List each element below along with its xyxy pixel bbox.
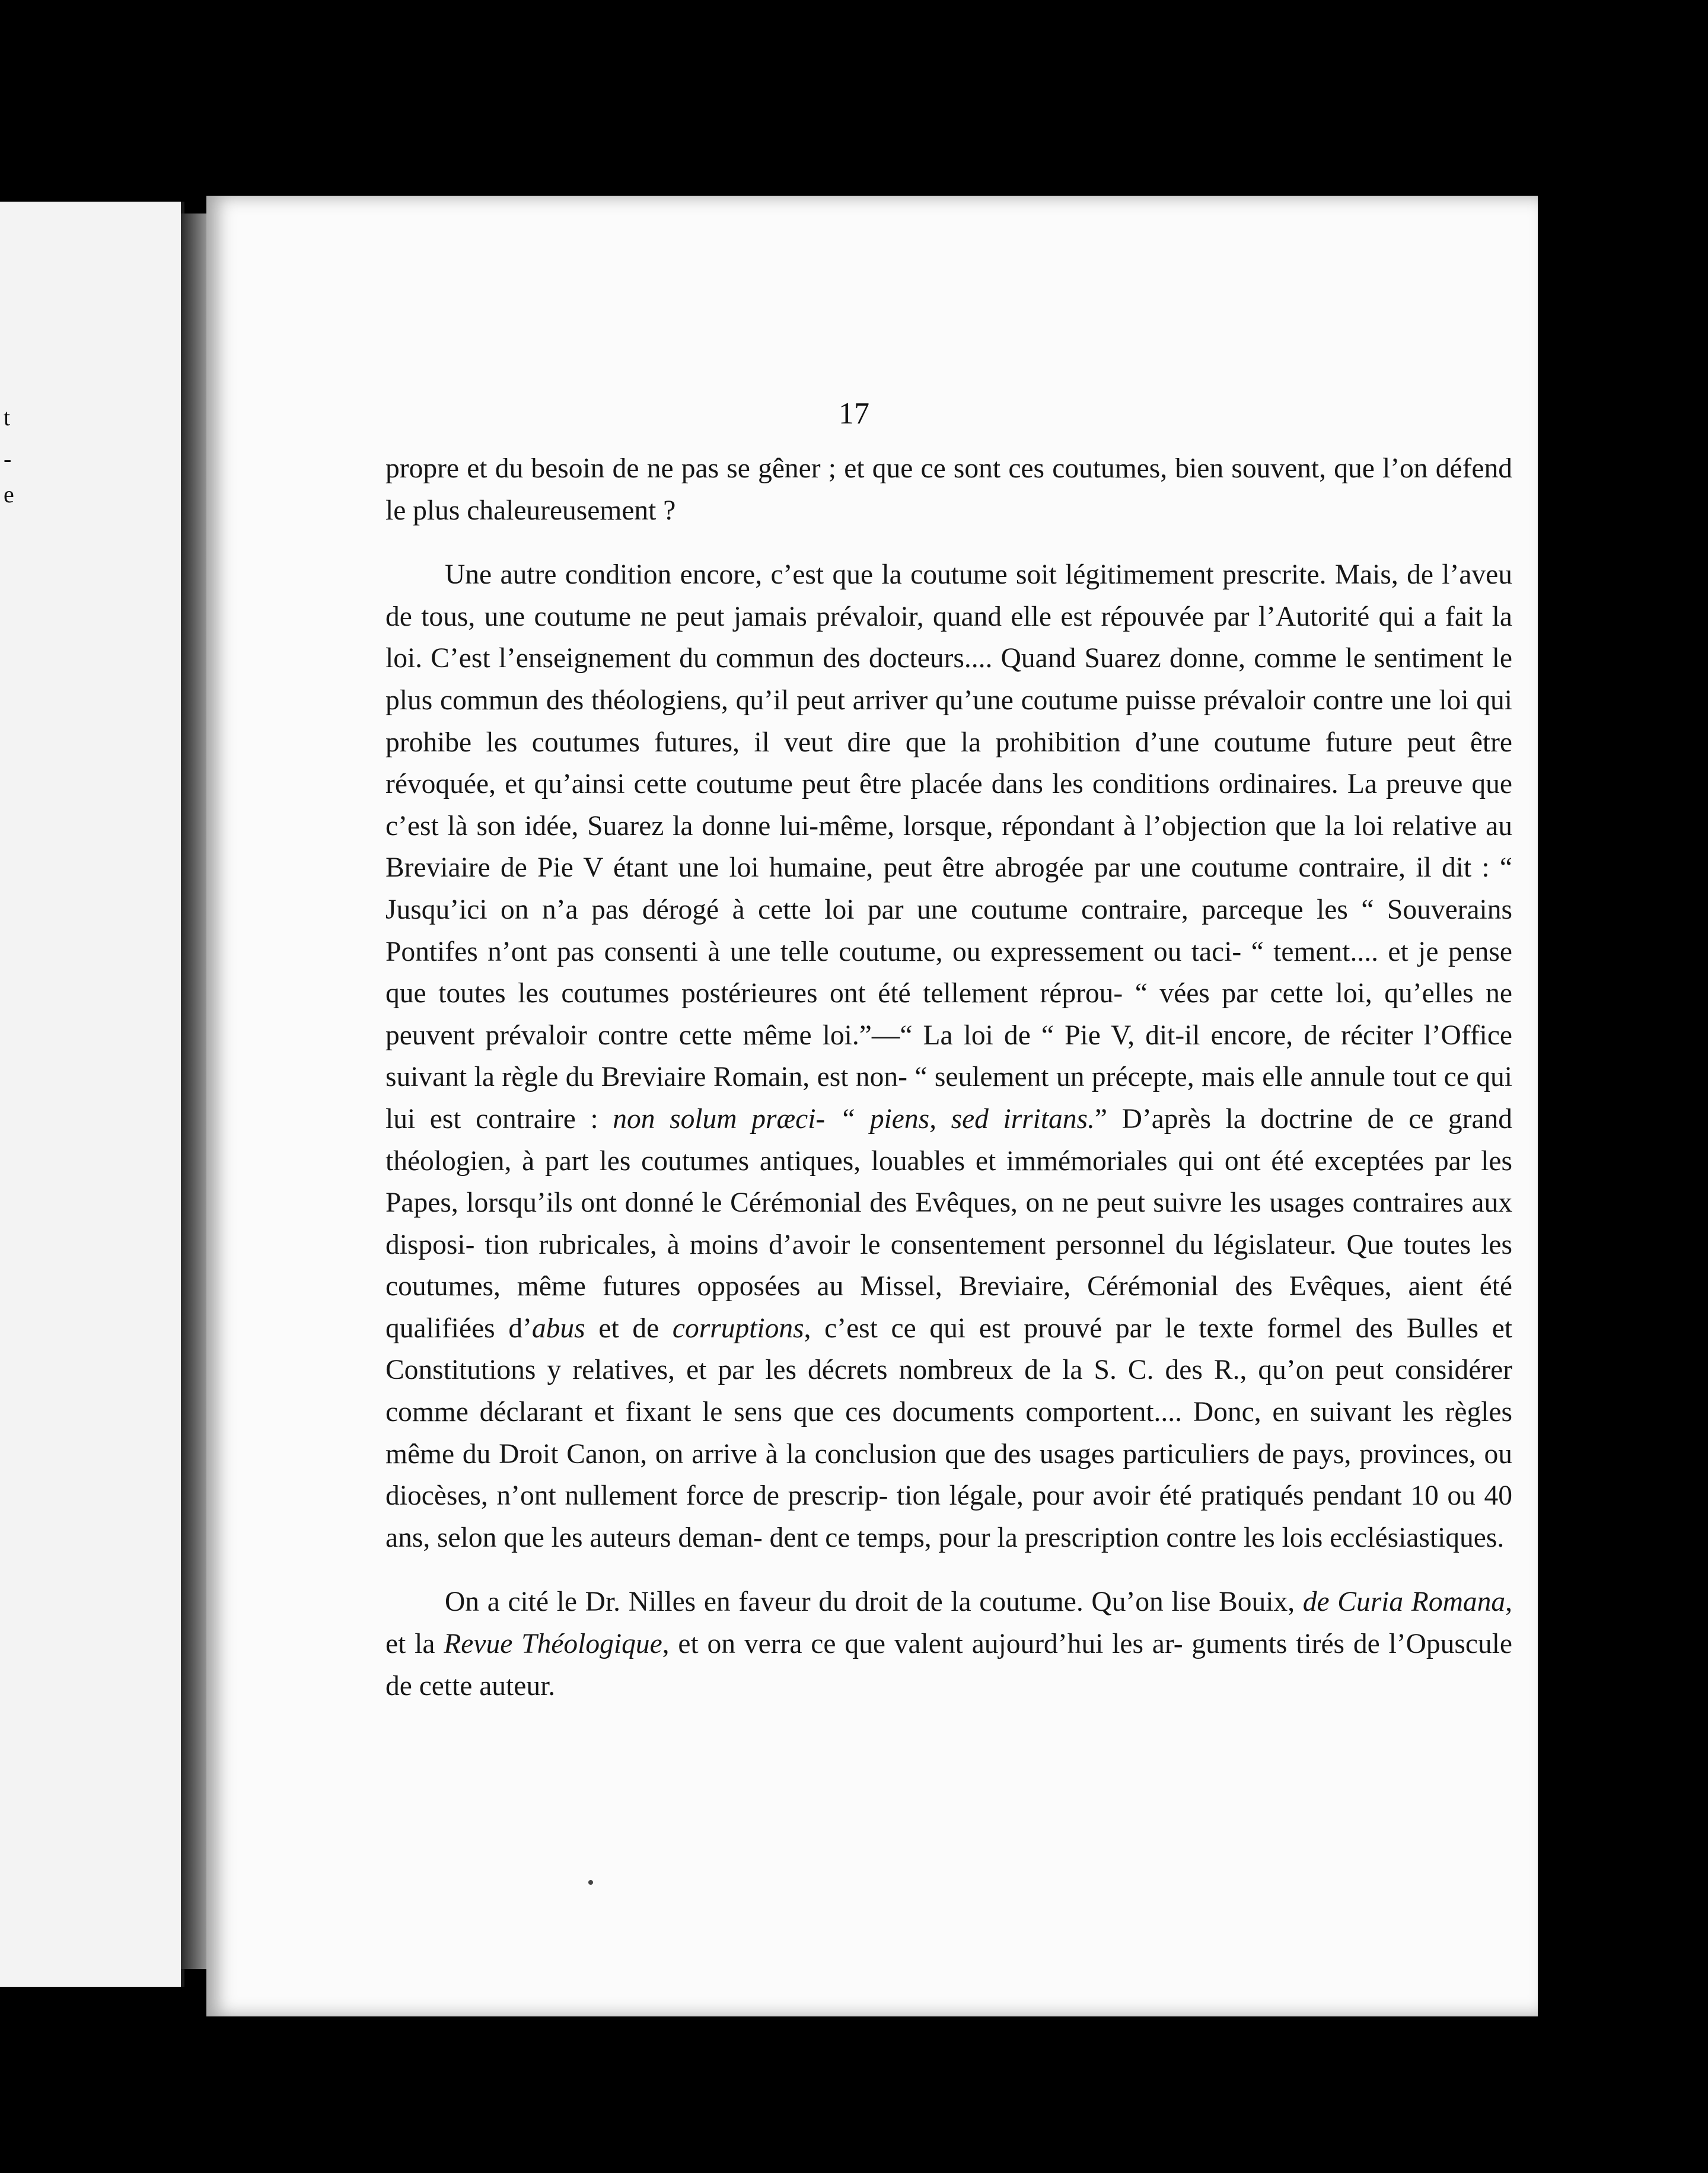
facing-page-edge bbox=[0, 202, 184, 1987]
paragraph bbox=[385, 1581, 1512, 1707]
page-body bbox=[385, 448, 1512, 1707]
italic-text-run: de Curia Romana bbox=[1302, 1586, 1506, 1618]
ink-speck bbox=[588, 1880, 593, 1885]
italic-text-run: abus bbox=[531, 1312, 585, 1344]
text-run: , et on verra ce que valent aujourd’hui les ar- guments tirés de l’Opuscule de cette auteur. bbox=[385, 1629, 1513, 1702]
text-run: propre et du besoin de ne pas se gêner ; et que ce sont ces coutumes, bien souvent, que l’on défend le plus chaleureusement ? bbox=[385, 453, 1512, 526]
facing-page-glyph: e bbox=[4, 481, 14, 508]
text-run: , c’est ce qui est prouvé par le texte formel des Bulles et Constitutions y relatives, et par les décrets nombreux de la S. C. des R., qu’on peut considérer comme déclarant et fixant le sens que ces documents comportent.... Donc, en suivant les règles même du Droit Canon, on arrive à la conclusion que des usages particuliers de pays, provinces, ou diocèses, n’ont nullement force de prescrip- tion légale, pour avoir été pratiqués pendant 10 ou 40 ans, selon que les auteurs deman- dent ce temps, pour la prescription contre les lois ecclésiastiques. bbox=[385, 1312, 1512, 1553]
facing-page-glyph: t bbox=[4, 404, 11, 431]
page-number: 17 bbox=[839, 397, 869, 431]
italic-text-run: Revue Théologique bbox=[444, 1629, 662, 1660]
text-run: Une autre condition encore, c’est que la coutume soit légitimement prescrite. Mais, de l’aveu de tous, une coutume ne peut jamais prévaloir, quand elle est répouvée par l’Autorité qui a fait la loi. C’est l’enseignement du commun des docteurs.... Quand Suarez donne, comme le sentiment le plus commun des théologiens, qu’il peut arriver qu’une coutume puisse prévaloir contre une loi qui prohibe les coutumes futures, il veut dire que la prohibition d’une coutume future peut être révoquée, et qu’ainsi cette coutume peut être placée dans les conditions ordinaires. La preuve que c’est là son idée, Suarez la donne lui-même, lorsque, répondant à l’objection que la loi relative au Breviaire de Pie V étant une loi humaine, peut être abrogée par une coutume contraire, il dit : “ Jusqu’ici on n’a pas dérogé à cette loi par une coutume contraire, parceque les “ Souverains Pontifes n’ont pas consenti à une telle coutume, ou expressement ou taci- “ tement.... et je pense que toutes les coutumes postérieures ont été tellement réprou- “ vées par cette loi, qu’elles ne peuvent prévaloir contre cette même loi.”—“ La loi de “ Pie V, dit-il encore, de réciter l’Office suivant la règle du Breviaire Romain, est non- “ seulement un précepte, mais elle annule tout ce qui lui est contraire : bbox=[385, 559, 1512, 1135]
facing-page-glyph: - bbox=[4, 445, 12, 472]
paragraph bbox=[385, 448, 1512, 531]
text-run: On a cité le Dr. Nilles en faveur du droit de la coutume. Qu’on lise Bouix, bbox=[445, 1586, 1303, 1618]
text-run: et de bbox=[585, 1312, 673, 1344]
italic-text-run: corruptions bbox=[672, 1312, 804, 1344]
text-run: ” D’après la doctrine de ce grand théologien, à part les coutumes antiques, louables et immémoriales qui ont été exceptées par les Papes, lorsqu’ils ont donné le Cérémonial des Evêques, on ne peut suivre les usages contraires aux disposi- tion rubricales, à moins d’avoir le consentement personnel du législateur. Que toutes les coutumes, même futures opposées au Missel, Breviaire, Cérémonial des Evêques, aient été qualifiées d’ bbox=[385, 1103, 1512, 1344]
italic-text-run: non solum præci- “ piens, sed irritans. bbox=[613, 1103, 1095, 1135]
text-run: , et la bbox=[385, 1586, 1512, 1660]
paragraph bbox=[385, 554, 1512, 1559]
